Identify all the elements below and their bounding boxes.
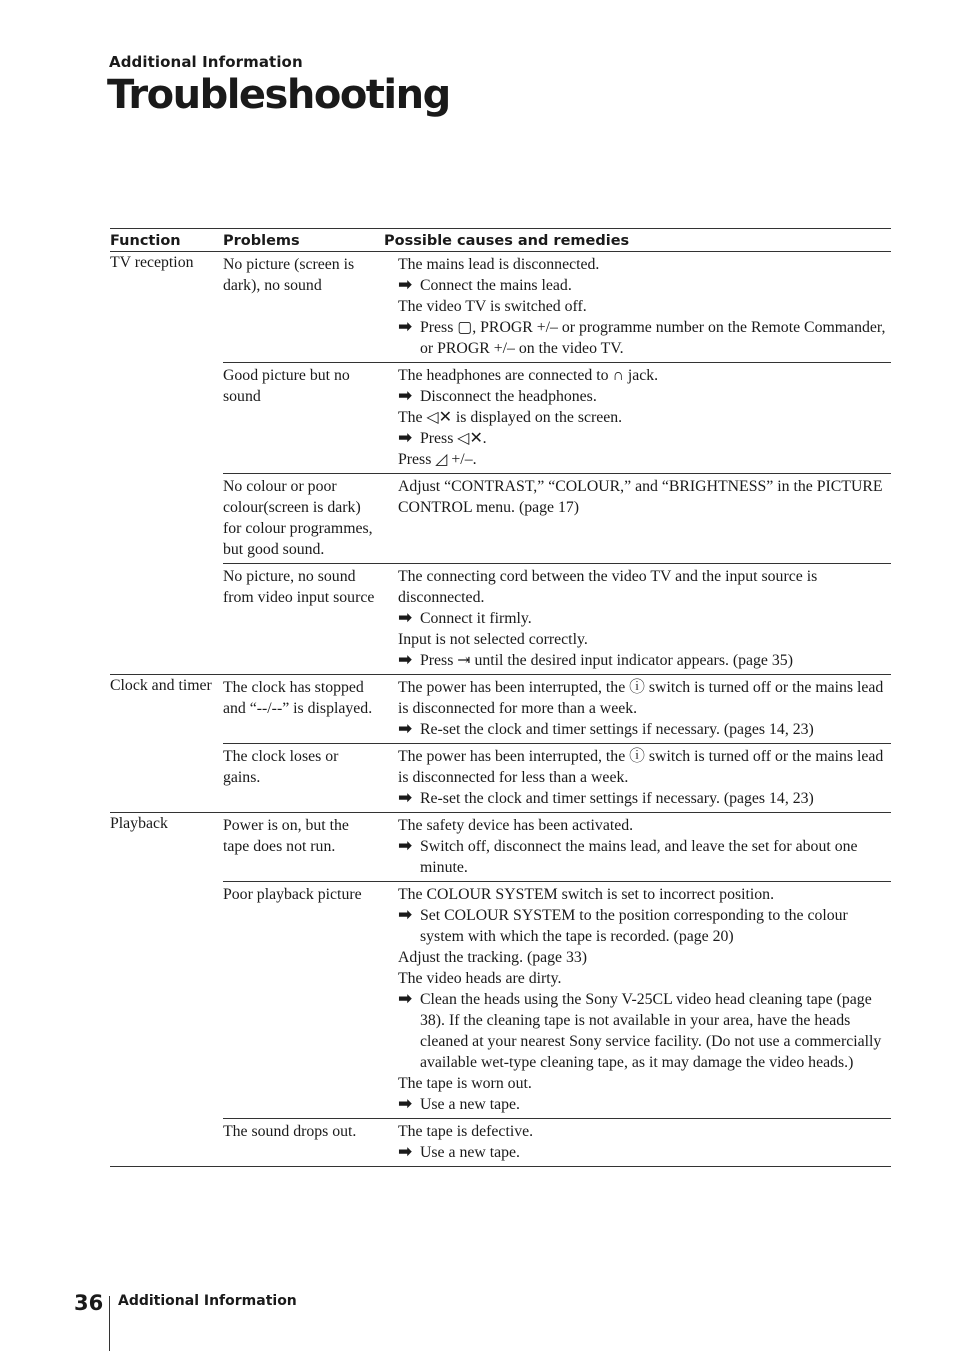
remedy-action — [398, 275, 891, 296]
remedy-cell — [384, 813, 891, 882]
remedy-action-text: Press ▢, PROGR +/– or programme number on the Remote Commander, or PROGR +/– on the video TV. — [420, 319, 886, 357]
column-header-remedies: Possible causes and remedies — [384, 229, 891, 252]
footer-section-label: Additional Information — [118, 1293, 297, 1309]
remedy-cause: The safety device has been activated. — [398, 817, 634, 834]
remedy-action — [398, 608, 891, 629]
remedy-action — [398, 1094, 891, 1115]
remedy-cause: Adjust “CONTRAST,” “COLOUR,” and “BRIGHTNESS” in the PICTURE CONTROL menu. (page 17) — [398, 478, 883, 516]
remedy-cause: The power has been interrupted, the ⓘ switch is turned off or the mains lead is disconnected for less than a week. — [398, 748, 884, 786]
remedy-cause: The video TV is switched off. — [398, 298, 587, 315]
troubleshooting-table — [110, 228, 891, 1167]
table-row — [110, 252, 891, 363]
remedy-action-text: Use a new tape. — [420, 1144, 521, 1161]
remedy-action — [398, 317, 891, 359]
remedy-action — [398, 905, 891, 947]
remedy-action-text: Press ⇥ until the desired input indicator appears. (page 35) — [420, 652, 793, 669]
remedy-cell — [384, 882, 891, 1119]
table-body — [110, 252, 891, 1167]
troubleshooting-table-container — [110, 228, 891, 1167]
remedy-cause: The video heads are dirty. — [398, 970, 562, 987]
remedy-cause: Press ◿ +/–. — [398, 451, 477, 468]
table-row — [110, 813, 891, 882]
remedy-cause: The mains lead is disconnected. — [398, 256, 600, 273]
right-arrow-icon: ➡ — [398, 788, 413, 808]
right-arrow-icon: ➡ — [398, 836, 413, 856]
remedy-cause: The connecting cord between the video TV and the input source is disconnected. — [398, 568, 818, 606]
right-arrow-icon: ➡ — [398, 428, 413, 448]
function-cell: Playback — [110, 813, 223, 1167]
table-row — [110, 675, 891, 744]
problem-cell: Poor playback picture — [223, 882, 384, 1119]
remedy-cause: The tape is defective. — [398, 1123, 534, 1140]
remedy-cell — [384, 1119, 891, 1167]
remedy-action-text: Re-set the clock and timer settings if necessary. (pages 14, 23) — [420, 721, 814, 738]
remedy-action — [398, 428, 891, 449]
problem-cell: The clock loses or gains. — [223, 744, 384, 813]
right-arrow-icon: ➡ — [398, 275, 413, 295]
remedy-action-text: Set COLOUR SYSTEM to the position corresponding to the colour system with which the tape is recorded. (page 20) — [420, 907, 848, 945]
remedy-action — [398, 719, 891, 740]
table-row — [110, 882, 891, 1119]
problem-cell: The clock has stopped and “--/--” is displayed. — [223, 675, 384, 744]
remedy-action — [398, 1142, 891, 1163]
right-arrow-icon: ➡ — [398, 317, 413, 337]
remedy-action-text: Disconnect the headphones. — [420, 388, 597, 405]
column-header-function: Function — [110, 229, 223, 252]
function-cell: TV reception — [110, 254, 194, 271]
right-arrow-icon: ➡ — [398, 608, 413, 628]
right-arrow-icon: ➡ — [398, 386, 413, 406]
remedy-cause: The headphones are connected to ∩ jack. — [398, 367, 659, 384]
problem-cell: No picture (screen is dark), no sound — [223, 256, 355, 294]
page-number: 36 — [74, 1291, 104, 1315]
right-arrow-icon: ➡ — [398, 905, 413, 925]
remedy-cause: The COLOUR SYSTEM switch is set to incorrect position. — [398, 886, 775, 903]
remedy-cause: The ◁✕ is displayed on the screen. — [398, 409, 623, 426]
remedy-action — [398, 386, 891, 407]
problem-cell: No picture, no sound from video input source — [223, 564, 384, 675]
remedy-action — [398, 989, 891, 1073]
remedy-action — [398, 650, 891, 671]
right-arrow-icon: ➡ — [398, 989, 413, 1009]
problem-cell: Power is on, but the tape does not run. — [223, 813, 384, 882]
remedy-action-text: Press ◁✕. — [420, 430, 487, 447]
column-header-problems: Problems — [223, 229, 384, 252]
function-cell: Clock and timer — [110, 675, 223, 813]
remedy-cell — [384, 363, 891, 474]
right-arrow-icon: ➡ — [398, 719, 413, 739]
problem-cell: The sound drops out. — [223, 1119, 384, 1167]
remedy-cell — [384, 252, 891, 363]
remedy-action-text: Use a new tape. — [420, 1096, 521, 1113]
table-row — [110, 744, 891, 813]
remedy-action-text: Clean the heads using the Sony V-25CL video head cleaning tape (page 38). If the cleaning tape is not available in your area, have the heads cleaned at your nearest Sony service facility. (Do not use a commercially available wet-type cleaning tape, as it may damage the video heads.) — [420, 991, 882, 1071]
remedy-cell — [384, 474, 891, 564]
table-row — [110, 363, 891, 474]
table-header-row — [110, 229, 891, 252]
remedy-action-text: Connect it firmly. — [420, 610, 532, 627]
table-row — [110, 564, 891, 675]
remedy-action-text: Connect the mains lead. — [420, 277, 572, 294]
right-arrow-icon: ➡ — [398, 650, 413, 670]
remedy-cause: The power has been interrupted, the ⓘ switch is turned off or the mains lead is disconnected for more than a week. — [398, 679, 884, 717]
remedy-action — [398, 836, 891, 878]
problem-cell: No colour or poor colour(screen is dark) for colour programmes, but good sound. — [223, 474, 384, 564]
remedy-cause: Input is not selected correctly. — [398, 631, 588, 648]
remedy-action-text: Switch off, disconnect the mains lead, and leave the set for about one minute. — [420, 838, 858, 876]
table-row — [110, 1119, 891, 1167]
remedy-action-text: Re-set the clock and timer settings if necessary. (pages 14, 23) — [420, 790, 814, 807]
problem-cell: Good picture but no sound — [223, 363, 384, 474]
section-label: Additional Information — [109, 53, 303, 71]
remedy-cause: Adjust the tracking. (page 33) — [398, 949, 588, 966]
remedy-cell — [384, 744, 891, 813]
page-title: Troubleshooting — [107, 72, 450, 118]
table-row — [110, 474, 891, 564]
remedy-cell — [384, 675, 891, 744]
remedy-cell — [384, 564, 891, 675]
right-arrow-icon: ➡ — [398, 1142, 413, 1162]
remedy-cause: The tape is worn out. — [398, 1075, 532, 1092]
remedy-action — [398, 788, 891, 809]
right-arrow-icon: ➡ — [398, 1094, 413, 1114]
footer-divider — [109, 1296, 110, 1351]
